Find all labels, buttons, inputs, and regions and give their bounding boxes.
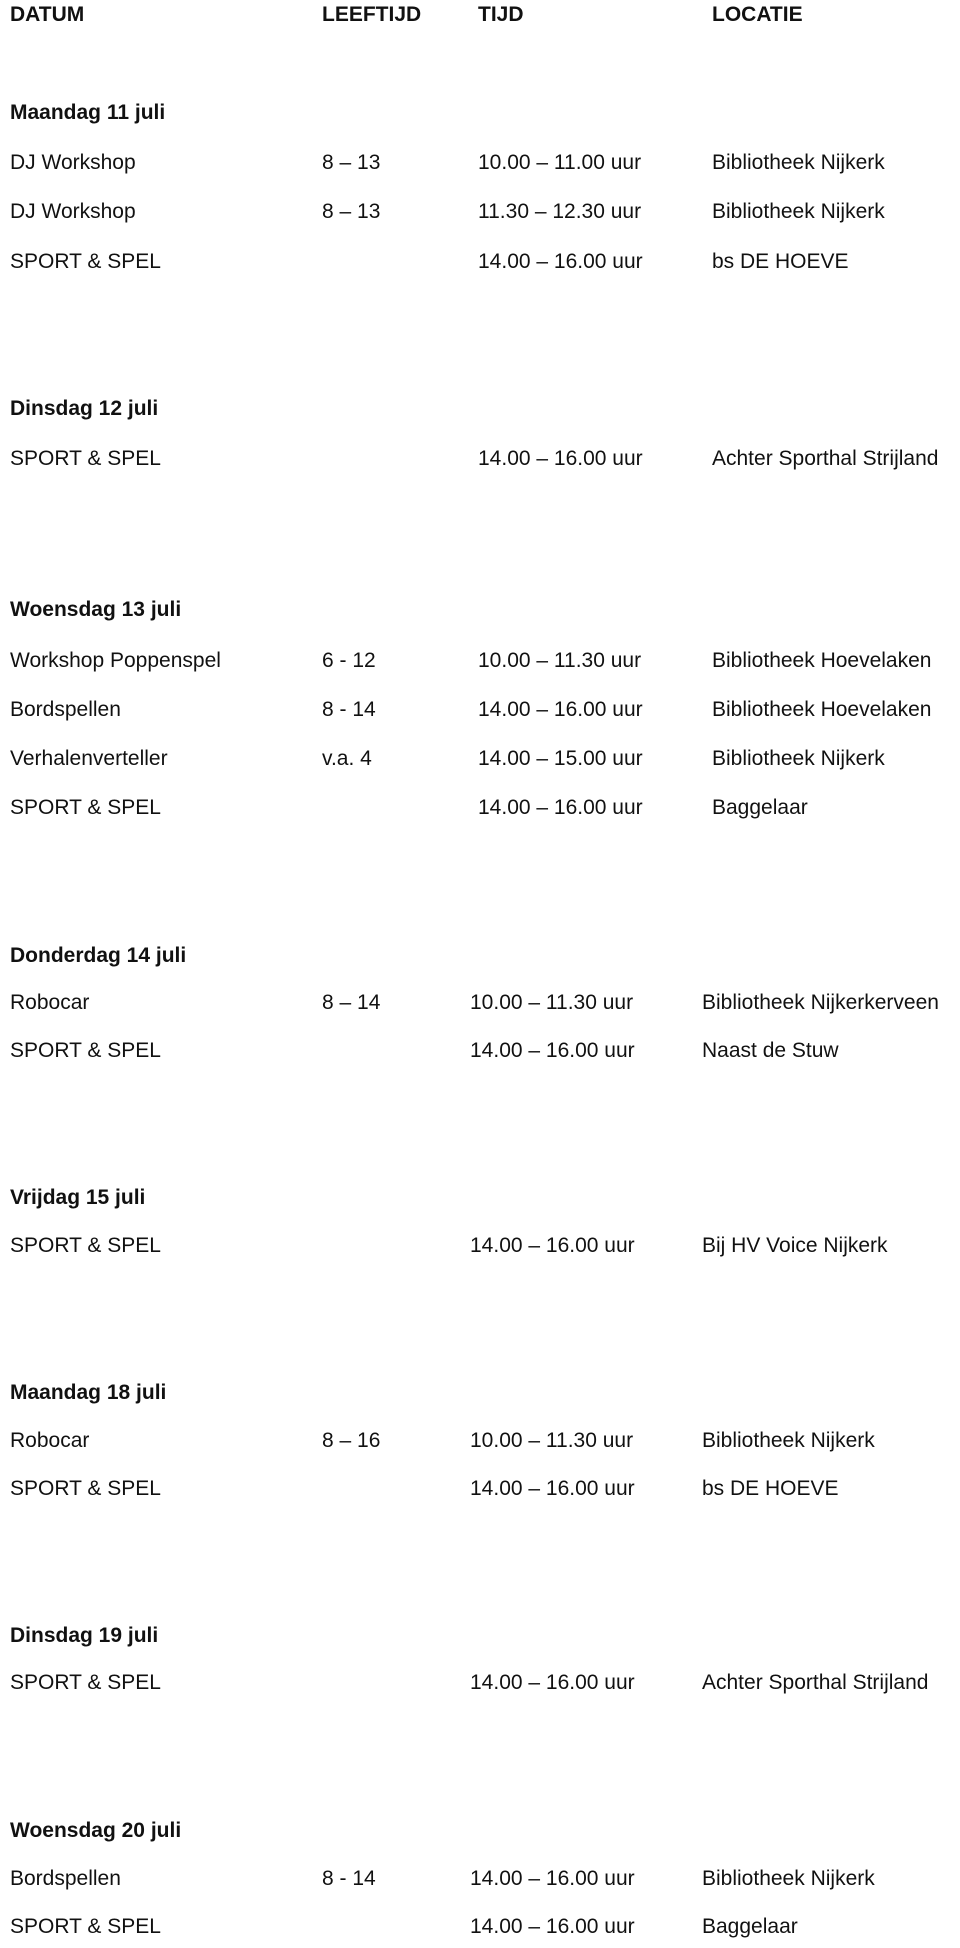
event-row (0, 1430, 960, 1460)
event-time: 10.00 – 11.30 uur (478, 649, 642, 672)
event-time: 14.00 – 16.00 uur (470, 1039, 635, 1062)
event-age: 8 – 13 (322, 151, 381, 174)
event-row (0, 748, 960, 778)
event-time: 11.30 – 12.30 uur (478, 200, 642, 223)
event-activity: SPORT & SPEL (10, 1039, 161, 1062)
event-location: Bibliotheek Nijkerk (712, 151, 885, 174)
day-title: Dinsdag 19 juli (10, 1624, 159, 1647)
event-activity: Bordspellen (10, 698, 121, 721)
event-row (0, 448, 960, 478)
day-title: Maandag 18 juli (10, 1381, 167, 1404)
event-time: 14.00 – 16.00 uur (470, 1915, 635, 1938)
event-row (0, 1672, 960, 1702)
event-location: Bibliotheek Nijkerkerveen (702, 991, 939, 1014)
header-leeftijd: LEEFTIJD (322, 3, 422, 26)
event-age: 8 – 16 (322, 1429, 381, 1452)
event-row (0, 1868, 960, 1898)
event-location: Bibliotheek Nijkerk (702, 1429, 875, 1452)
event-location: Bibliotheek Nijkerk (702, 1867, 875, 1890)
event-activity: SPORT & SPEL (10, 250, 161, 273)
event-activity: SPORT & SPEL (10, 796, 161, 819)
event-activity: SPORT & SPEL (10, 1915, 161, 1938)
header-datum: DATUM (10, 3, 85, 26)
event-time: 14.00 – 16.00 uur (478, 796, 643, 819)
event-activity: SPORT & SPEL (10, 1477, 161, 1500)
event-age: 8 - 14 (322, 1867, 376, 1890)
event-location: Bibliotheek Hoevelaken (712, 698, 932, 721)
event-time: 10.00 – 11.30 uur (470, 991, 634, 1014)
event-location: Baggelaar (702, 1915, 798, 1938)
event-time: 14.00 – 16.00 uur (470, 1234, 635, 1257)
event-time: 14.00 – 16.00 uur (478, 698, 643, 721)
event-row (0, 797, 960, 827)
event-activity: SPORT & SPEL (10, 447, 161, 470)
event-row (0, 1916, 960, 1946)
day-title: Donderdag 14 juli (10, 944, 187, 967)
event-time: 14.00 – 16.00 uur (470, 1671, 635, 1694)
event-activity: DJ Workshop (10, 151, 136, 174)
event-location: Achter Sporthal Strijland (712, 447, 939, 470)
event-row (0, 992, 960, 1022)
day-title: Dinsdag 12 juli (10, 397, 159, 420)
event-location: Naast de Stuw (702, 1039, 839, 1062)
event-time: 14.00 – 16.00 uur (470, 1477, 635, 1500)
event-row (0, 1235, 960, 1265)
event-activity: Bordspellen (10, 1867, 121, 1890)
event-row (0, 650, 960, 680)
event-row (0, 251, 960, 281)
event-activity: SPORT & SPEL (10, 1234, 161, 1257)
event-location: Baggelaar (712, 796, 808, 819)
event-activity: Robocar (10, 991, 90, 1014)
event-age: 8 – 13 (322, 200, 381, 223)
header-locatie: LOCATIE (712, 3, 803, 26)
event-activity: SPORT & SPEL (10, 1671, 161, 1694)
event-location: bs DE HOEVE (712, 250, 849, 273)
event-location: Bibliotheek Nijkerk (712, 747, 885, 770)
event-activity: Verhalenverteller (10, 747, 168, 770)
event-age: 6 - 12 (322, 649, 376, 672)
event-activity: Workshop Poppenspel (10, 649, 221, 672)
event-age: 8 – 14 (322, 991, 381, 1014)
event-time: 14.00 – 15.00 uur (478, 747, 643, 770)
event-row (0, 699, 960, 729)
event-activity: Robocar (10, 1429, 90, 1452)
event-age: v.a. 4 (322, 747, 372, 770)
event-activity: DJ Workshop (10, 200, 136, 223)
header-tijd: TIJD (478, 3, 524, 26)
event-row (0, 201, 960, 231)
table-header (0, 4, 960, 34)
event-row (0, 1040, 960, 1070)
day-title: Maandag 11 juli (10, 101, 166, 124)
day-title: Vrijdag 15 juli (10, 1186, 146, 1209)
event-location: Achter Sporthal Strijland (702, 1671, 929, 1694)
event-location: Bibliotheek Nijkerk (712, 200, 885, 223)
event-time: 10.00 – 11.00 uur (478, 151, 642, 174)
event-time: 14.00 – 16.00 uur (478, 250, 643, 273)
event-age: 8 - 14 (322, 698, 376, 721)
event-time: 10.00 – 11.30 uur (470, 1429, 634, 1452)
event-time: 14.00 – 16.00 uur (478, 447, 643, 470)
day-title: Woensdag 13 juli (10, 598, 182, 621)
day-title: Woensdag 20 juli (10, 1819, 182, 1842)
event-location: bs DE HOEVE (702, 1477, 839, 1500)
event-location: Bij HV Voice Nijkerk (702, 1234, 888, 1257)
event-row (0, 1478, 960, 1508)
event-location: Bibliotheek Hoevelaken (712, 649, 932, 672)
event-row (0, 152, 960, 182)
event-time: 14.00 – 16.00 uur (470, 1867, 635, 1890)
